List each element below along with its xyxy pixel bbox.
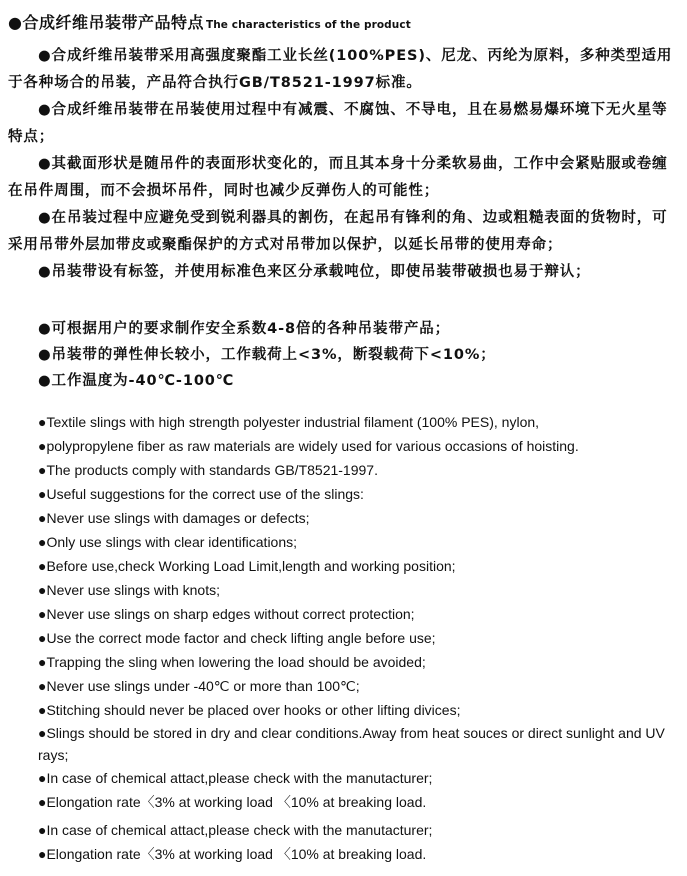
en-list-item: ●Never use slings under -40℃ or more than 100℃; (38, 678, 360, 694)
cn-paragraph: ●合成纤维吊装带采用高强度聚酯工业长丝(100%PES)、尼龙、丙纶为原料，多种类型适用于各种场合的吊装，产品符合执行GB/T8521-1997标准。 (8, 48, 673, 91)
cn-paragraph: ●其截面形状是随吊件的表面形状变化的，而且其本身十分柔软易曲，工作中会紧贴服或卷缠在吊件周围，而不会损坏吊件，同时也减少反弹伤人的可能性； (8, 156, 668, 199)
en-list-item: ●The products comply with standards GB/T8521-1997. (38, 462, 378, 478)
cn-paragraph: ●吊装带设有标签，并使用标准色来区分承载吨位，即使吊装带破损也易于辩认； (38, 264, 591, 280)
en-list (8, 410, 679, 866)
en-list-item: ●Slings should be stored in dry and clear conditions.Away from heat souces or direct sunlight and UV rays; (38, 725, 665, 763)
title-row (8, 7, 679, 33)
en-list-item: ●polypropylene fiber as raw materials are widely used for various occasions of hoisting. (38, 438, 579, 454)
en-list-item: ●Stitching should never be placed over hooks or other lifting divices; (38, 702, 461, 718)
en-list-item: ●Never use slings with knots; (38, 582, 220, 598)
page-title-en: The characteristics of the product (205, 19, 411, 31)
en-list-item: ●Trapping the sling when lowering the load should be avoided; (38, 654, 426, 670)
en-list-item: ●Never use slings with damages or defects; (38, 510, 310, 526)
cn-line: ●吊装带的弹性伸长较小，工作载荷上<3%，断裂载荷下<10%； (38, 347, 496, 363)
en-list-item: ●Before use,check Working Load Limit,length and working position; (38, 558, 456, 574)
en-list-item: ●Useful suggestions for the correct use of the slings: (38, 486, 364, 502)
en-list-item: ●Never use slings on sharp edges without correct protection; (38, 606, 415, 622)
en-list-item: ●Only use slings with clear identifications; (38, 534, 298, 550)
en-list-item: ●In case of chemical attact,please check with the manutacturer; (38, 822, 433, 838)
cn-line: ●可根据用户的要求制作安全系数4-8倍的各种吊装带产品； (38, 321, 451, 337)
en-list-item: ●Use the correct mode factor and check lifting angle before use; (38, 630, 436, 646)
page-title-cn: ●合成纤维吊装带产品特点 (8, 13, 204, 32)
cn-paragraphs (8, 43, 679, 286)
en-list-item: ●Textile slings with high strength polyester industrial filament (100% PES), nylon, (38, 414, 540, 430)
en-list-item: ●Elongation rate〈3% at working load 〈10% at breaking load. (38, 846, 427, 862)
cn-line: ●工作温度为-40℃-100℃ (38, 373, 235, 389)
cn-paragraph: ●在吊装过程中应避免受到锐利器具的割伤，在起吊有锋利的角、边或粗糙表面的货物时，可采用吊带外层加带皮或聚酯保护的方式对吊带加以保护，以延长吊带的使用寿命； (8, 210, 668, 253)
cn-lines (8, 316, 679, 394)
en-list-item: ●Elongation rate〈3% at working load 〈10% at breaking load. (38, 794, 427, 810)
cn-paragraph: ●合成纤维吊装带在吊装使用过程中有减震、不腐蚀、不导电，且在易燃易爆环境下无火星等特点； (8, 102, 668, 145)
en-list-item: ●In case of chemical attact,please check with the manutacturer; (38, 770, 433, 786)
